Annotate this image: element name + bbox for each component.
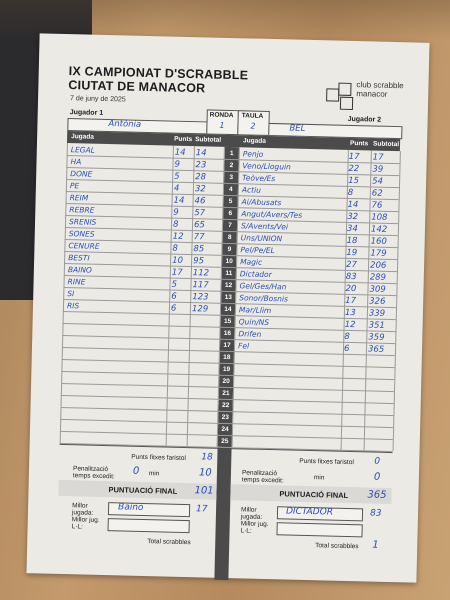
round-number: 24 — [221, 425, 229, 434]
p1-subtotal-cell: 65 — [193, 220, 205, 231]
table-label: TAULA — [241, 112, 264, 120]
p2-scrabbles-label: Total scrabbles — [315, 542, 359, 551]
p2-play-cell: Sonor/Bosnis — [239, 293, 289, 304]
p2-subtotal-cell — [366, 440, 392, 451]
p2-subtotal-cell: 39 — [372, 164, 384, 175]
p1-rack-label: Punts fitxes faristol — [131, 453, 186, 463]
p1-subtotal-cell: 28 — [195, 172, 207, 183]
round-number: 20 — [222, 377, 230, 386]
p2-points-cell — [342, 428, 362, 438]
p2-subtotal-cell: 309 — [369, 284, 386, 295]
p1-play-cell: LEGAL — [70, 145, 95, 155]
p1-points-cell: 8 — [172, 219, 179, 230]
p2-play-cell: Penjo — [242, 149, 264, 159]
p2-play-cell: Fel — [237, 341, 250, 351]
p2-subtotal-cell — [366, 416, 392, 427]
round-number: 10 — [225, 257, 233, 266]
round-number: 21 — [222, 389, 230, 398]
player1-label: Jugador 1 — [69, 109, 104, 117]
round-number: 19 — [222, 365, 231, 374]
p1-rack-points: 18 — [201, 452, 213, 463]
p1-points-cell: 17 — [171, 267, 183, 278]
p1-min-label: min — [148, 470, 160, 478]
p1-subtotal-cell: 32 — [194, 184, 206, 195]
p1-play-cell: HA — [70, 157, 82, 167]
p2-points-cell: 12 — [344, 319, 356, 331]
p1-subtotal-cell: 23 — [195, 160, 207, 171]
p2-points-cell: 15 — [348, 175, 360, 187]
p2-play-cell: Veno/Lloguin — [242, 161, 291, 172]
p2-points-cell — [342, 416, 362, 426]
p2-best-ll-label: Millor jug. L·L: — [240, 520, 269, 535]
p2-subtotal-cell — [367, 380, 393, 391]
title-line1: IX CAMPIONAT D'SCRABBLE — [68, 64, 249, 83]
table-value: 2 — [250, 121, 256, 131]
club-logo — [326, 80, 417, 112]
p1-points-cell — [168, 412, 186, 422]
round-box — [206, 109, 239, 135]
p1-play-cell: RIS — [66, 301, 80, 311]
p2-points-cell: 22 — [348, 163, 360, 175]
p2-points-cell: 32 — [347, 211, 359, 223]
p2-play-cell: Angut/Avers/Tes — [241, 209, 303, 220]
p2-points-cell: 6 — [343, 343, 350, 354]
p1-subtotal-cell — [191, 352, 217, 363]
p2-play-cell: Mar/Llim — [238, 305, 272, 316]
p1-subtotal-cell — [189, 400, 215, 411]
p2-final-label: PUNTUACIÓ FINAL — [279, 489, 349, 500]
p1-subtotal-cell — [191, 328, 217, 339]
title-line2: CIUTAT DE MANACOR — [68, 78, 206, 96]
p2-rack-label: Punts fitxes faristol — [299, 457, 354, 467]
p1-col-points: Punts — [174, 135, 193, 144]
p1-best-points: 17 — [195, 504, 208, 515]
p2-subtotal-cell: 339 — [368, 308, 386, 319]
p1-subtotal-cell — [189, 412, 215, 423]
p2-points-cell — [343, 392, 363, 402]
p2-subtotal-cell: 108 — [371, 212, 388, 223]
p2-points-cell: 17 — [345, 295, 357, 307]
player1-name: Antònia — [108, 119, 142, 130]
round-number: 15 — [223, 317, 232, 326]
round-number: 3 — [229, 173, 234, 182]
p1-subtotal-cell — [190, 376, 216, 387]
p1-best-label: Millor jugada: — [71, 502, 94, 517]
p2-points-cell — [342, 404, 362, 414]
round-number: 7 — [228, 221, 232, 230]
p1-penalty-label: Penalització temps excedit: — [72, 465, 115, 481]
p1-points-cell: 8 — [172, 243, 178, 254]
score-sheet — [26, 33, 429, 582]
p1-subtotal-cell: 14 — [195, 148, 207, 159]
p1-subtotal-cell: 123 — [192, 292, 209, 303]
p1-penalty-min: 0 — [132, 465, 140, 477]
p1-play-cell: SI — [67, 289, 75, 299]
p2-subtotal-cell: 179 — [370, 248, 387, 259]
p1-points-cell — [170, 328, 188, 338]
p1-best-play: Baino — [117, 502, 144, 513]
p2-points-cell: 13 — [344, 307, 356, 319]
round-number: 4 — [228, 185, 233, 194]
p1-play-cell: DONE — [70, 169, 93, 179]
round-number: 14 — [224, 305, 232, 314]
round-number: 18 — [223, 353, 231, 362]
p1-subtotal-cell — [189, 424, 215, 435]
p1-play-cell: BESTI — [68, 253, 90, 263]
p2-col-points: Punts — [349, 139, 369, 148]
p1-subtotal-cell — [192, 316, 218, 327]
p2-subtotal-cell: 62 — [371, 188, 383, 199]
p1-subtotal-cell: 57 — [194, 208, 206, 219]
p1-subtotal-cell — [190, 388, 216, 399]
p1-play-cell: CENURE — [68, 241, 100, 251]
p1-points-cell: 4 — [173, 183, 180, 194]
p1-play-cell: BAINO — [67, 265, 93, 275]
p2-subtotal-cell — [368, 356, 394, 367]
p1-points-cell — [169, 364, 187, 374]
p2-subtotal-cell: 326 — [369, 296, 386, 307]
round-number: 2 — [229, 161, 234, 170]
p2-best-ll-box — [276, 522, 362, 537]
p1-points-cell: 6 — [171, 291, 177, 302]
p1-subtotal-cell — [190, 364, 216, 375]
p2-points-cell: 83 — [345, 271, 357, 283]
p1-points-cell: 14 — [174, 147, 186, 158]
p2-subtotal-cell: 142 — [370, 224, 388, 235]
p2-scrabbles-count: 1 — [372, 539, 379, 551]
p1-play-cell: REBRE — [69, 205, 95, 215]
p1-points-cell: 14 — [173, 195, 185, 206]
p1-points-cell — [171, 316, 189, 326]
p2-play-cell: Actiu — [241, 185, 262, 195]
event-date: 7 de juny de 2025 — [69, 95, 126, 104]
p2-points-cell: 18 — [346, 235, 358, 247]
p2-play-cell: Drifen — [238, 329, 262, 339]
p2-best-points: 83 — [369, 508, 382, 519]
p2-play-cell: S/Avents/Vei — [240, 221, 289, 232]
p1-final-label: PUNTUACIÓ FINAL — [108, 485, 178, 496]
round-number: 9 — [227, 245, 232, 254]
p1-points-cell: 5 — [171, 279, 178, 290]
round-number: 8 — [227, 233, 232, 242]
p2-subtotal-cell: 76 — [371, 200, 383, 211]
round-number: 16 — [223, 329, 232, 338]
p2-points-cell: 20 — [345, 283, 357, 295]
round-number: 25 — [221, 437, 229, 446]
p1-subtotal-cell: 112 — [192, 268, 210, 279]
p2-min-label: min — [313, 474, 325, 482]
round-value: 1 — [219, 120, 225, 130]
round-number: 23 — [221, 413, 230, 422]
logo-text: club scrabble manacor — [356, 80, 404, 99]
p2-col-subtotal: Subtotal — [372, 140, 400, 149]
p2-play-cell: Ai/Abusats — [241, 197, 282, 208]
p2-play-cell: Quin/NS — [238, 317, 270, 328]
p2-points-cell: 27 — [345, 259, 358, 271]
p2-subtotal-cell: 206 — [369, 260, 387, 271]
p2-subtotal-cell — [367, 392, 393, 403]
round-number: 17 — [223, 341, 231, 350]
p2-points-cell: 8 — [347, 187, 354, 199]
p2-col-play: Jugada — [243, 137, 266, 145]
p2-subtotal-cell: 359 — [368, 332, 385, 343]
p2-penalty-pts: 0 — [373, 471, 381, 483]
p1-play-cell: REIM — [69, 193, 89, 203]
p2-points-cell — [344, 356, 364, 366]
round-label: RONDA — [209, 111, 234, 120]
p2-points-cell — [343, 368, 363, 378]
p1-col-subtotal: Subtotal — [195, 136, 222, 144]
p1-subtotal-cell: 77 — [193, 232, 205, 243]
p1-points-cell: 6 — [170, 303, 177, 314]
p1-points-cell — [168, 424, 186, 434]
p1-play-cell: SONES — [68, 229, 95, 239]
p1-points-cell — [169, 388, 187, 398]
p1-play-cell: RINE — [67, 277, 86, 287]
p1-col-play: Jugada — [71, 133, 94, 141]
p2-points-cell: 34 — [346, 223, 358, 235]
p1-play-cell: SRENIS — [68, 217, 97, 227]
p1-points-cell: 12 — [172, 231, 184, 242]
p2-play-cell: Uns/UNION — [240, 233, 283, 244]
player2-name: BEL — [289, 123, 306, 134]
p1-subtotal-cell — [189, 436, 215, 447]
p2-points-cell: 17 — [348, 151, 360, 163]
p2-subtotal-cell: 365 — [367, 344, 385, 355]
p2-play-cell: Dictador — [239, 269, 272, 280]
p2-final-score: 365 — [367, 489, 387, 501]
p2-play-cell: Magic — [240, 257, 263, 267]
round-number: 1 — [229, 150, 234, 158]
p1-points-cell: 5 — [174, 171, 180, 182]
p1-points-cell: 10 — [172, 255, 184, 266]
p1-penalty-pts: 10 — [198, 467, 212, 479]
p2-subtotal-cell: 289 — [369, 272, 387, 283]
round-number: 12 — [224, 281, 233, 290]
p1-subtotal-cell: 117 — [192, 280, 209, 291]
p2-play-cell: Gel/Ges/Han — [239, 281, 287, 292]
round-number: 22 — [221, 401, 230, 410]
p1-subtotal-cell — [191, 340, 217, 351]
p1-points-cell — [169, 376, 187, 386]
p1-points-cell — [170, 340, 188, 350]
p1-final-score: 101 — [194, 485, 214, 497]
p2-points-cell: 8 — [344, 331, 350, 342]
table-box — [237, 110, 270, 136]
round-number: 11 — [225, 269, 233, 278]
round-number: 5 — [228, 197, 233, 206]
p1-points-cell: 9 — [174, 159, 181, 170]
p2-best-label: Millor jugada: — [240, 506, 263, 521]
p1-subtotal-cell: 85 — [193, 244, 205, 255]
round-number: 13 — [224, 293, 232, 302]
p2-rack-points: 0 — [374, 456, 381, 467]
p1-play-cell: PE — [69, 181, 80, 191]
round-number: 6 — [228, 209, 233, 218]
p2-play-cell: Teòve/Es — [242, 173, 276, 184]
p2-subtotal-cell: 351 — [368, 320, 385, 331]
p1-subtotal-cell: 95 — [193, 256, 205, 267]
p2-penalty-label: Penalització temps excedit: — [241, 469, 284, 485]
p1-subtotal-cell: 129 — [191, 304, 209, 315]
p1-points-cell — [170, 352, 188, 362]
p1-subtotal-cell: 46 — [194, 196, 206, 207]
player2-label: Jugador 2 — [347, 115, 382, 124]
footer-center-bar — [214, 448, 231, 580]
p2-points-cell — [342, 440, 362, 450]
p2-points-cell: 19 — [346, 247, 358, 259]
p1-best-ll-box — [108, 518, 190, 533]
p2-subtotal-cell — [366, 404, 392, 415]
p1-points-cell — [168, 436, 186, 446]
p2-subtotal-cell — [366, 428, 392, 439]
p1-points-cell: 9 — [173, 207, 179, 218]
p1-best-ll-label: Millor jug. L·L: — [71, 516, 100, 531]
p1-scrabbles-label: Total scrabbles — [147, 538, 191, 547]
p1-points-cell — [169, 400, 187, 410]
p2-points-cell — [343, 380, 363, 390]
p2-subtotal-cell — [367, 368, 393, 379]
p2-subtotal-cell: 160 — [370, 236, 388, 247]
p2-play-cell: Pel/Pe/EL — [240, 245, 275, 256]
p2-best-play: DICTADOR — [285, 506, 334, 518]
p2-points-cell: 14 — [347, 199, 359, 211]
p2-subtotal-cell: 54 — [372, 176, 384, 187]
p2-subtotal-cell: 17 — [372, 152, 384, 163]
